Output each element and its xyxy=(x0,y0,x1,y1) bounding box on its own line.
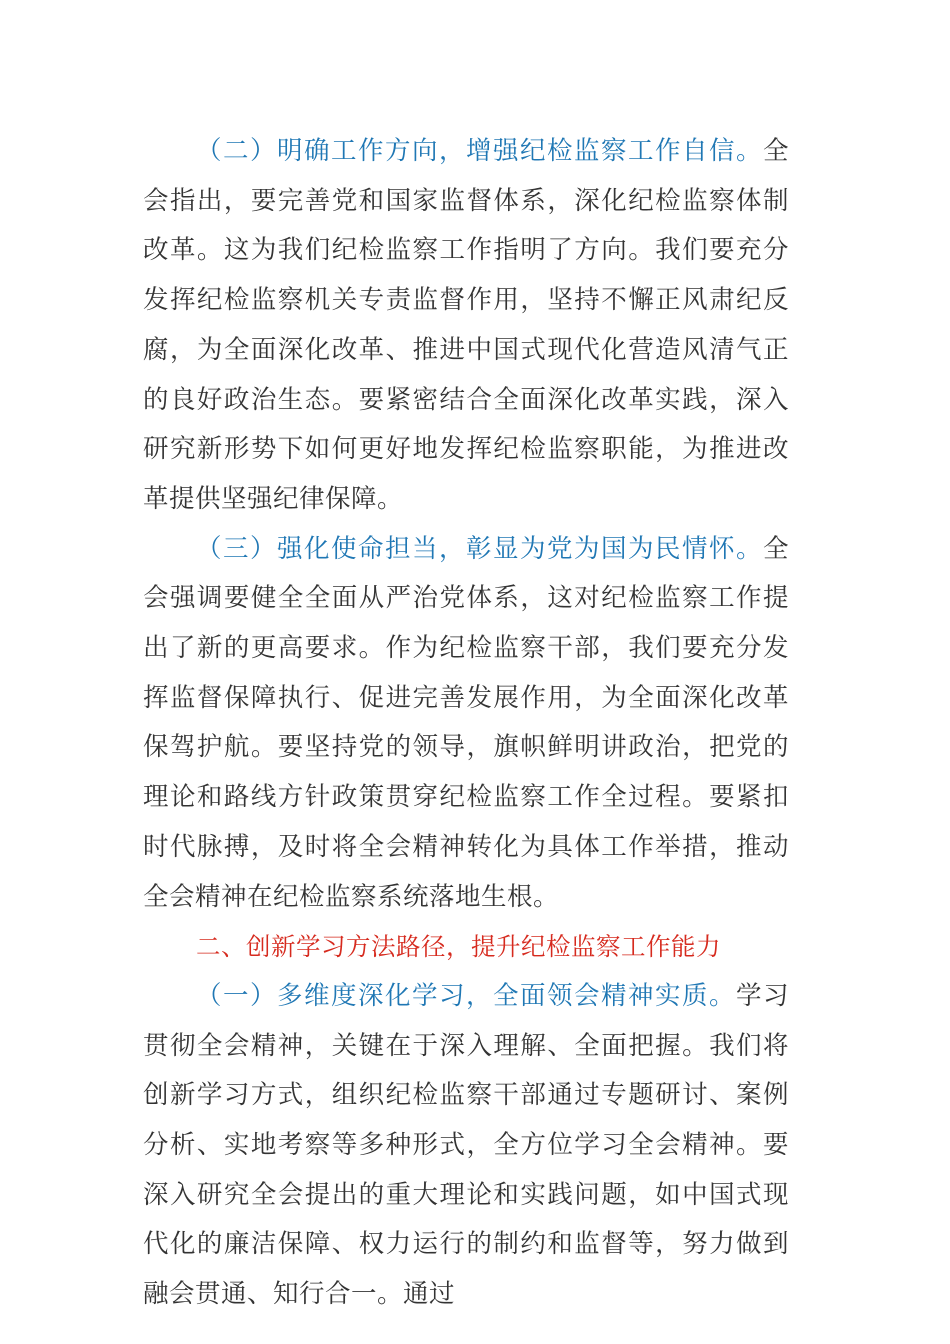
paragraph-text: 学习贯彻全会精神，关键在于深入理解、全面把握。我们将创新学习方式，组织纪检监察干部通过专题研讨、案例分析、实地考察等多种形式，全方位学习全会精神。要深入研究全会提出的重大理论和实践问题，如中国式现代化的廉洁保障、权力运行的制约和监督等，努力做到融会贯通、知行合一。通过 xyxy=(143,980,789,1310)
paragraph-3-1 xyxy=(143,972,789,1320)
subheading-2-2: （二）明确工作方向，增强纪检监察工作自信。 xyxy=(196,136,763,166)
section-heading-2: 二、创新学习方法路径，提升纪检监察工作能力 xyxy=(196,932,721,962)
subheading-3-1: （一）多维度深化学习，全面领会精神实质。 xyxy=(196,980,736,1011)
paragraph-text: 全会指出，要完善党和国家监督体系，深化纪检监察体制改革。这为我们纪检监察工作指明了方向。我们要充分发挥纪检监察机关专责监督作用，坚持不懈正风肃纪反腐，为全面深化改革、推进中国式现代化营造风清气正的良好政治生态。要紧密结合全面深化改革实践，深入研究新形势下如何更好地发挥纪检监察职能，为推进改革提供坚强纪律保障。 xyxy=(143,136,789,514)
paragraph-2-2 xyxy=(143,127,789,525)
paragraph-text: 全会强调要健全全面从严治党体系，这对纪检监察工作提出了新的更高要求。作为纪检监察干部，我们要充分发挥监督保障执行、促进完善发展作用，为全面深化改革保驾护航。要坚持党的领导，旗帜鲜明讲政治，把党的理论和路线方针政策贯穿纪检监察工作全过程。要紧扣时代脉搏，及时将全会精神转化为具体工作举措，推动全会精神在纪检监察系统落地生根。 xyxy=(143,533,789,912)
document-body xyxy=(143,127,789,1320)
subheading-2-3: （三）强化使命担当，彰显为党为国为民情怀。 xyxy=(196,533,763,564)
paragraph-2-3 xyxy=(143,525,789,923)
